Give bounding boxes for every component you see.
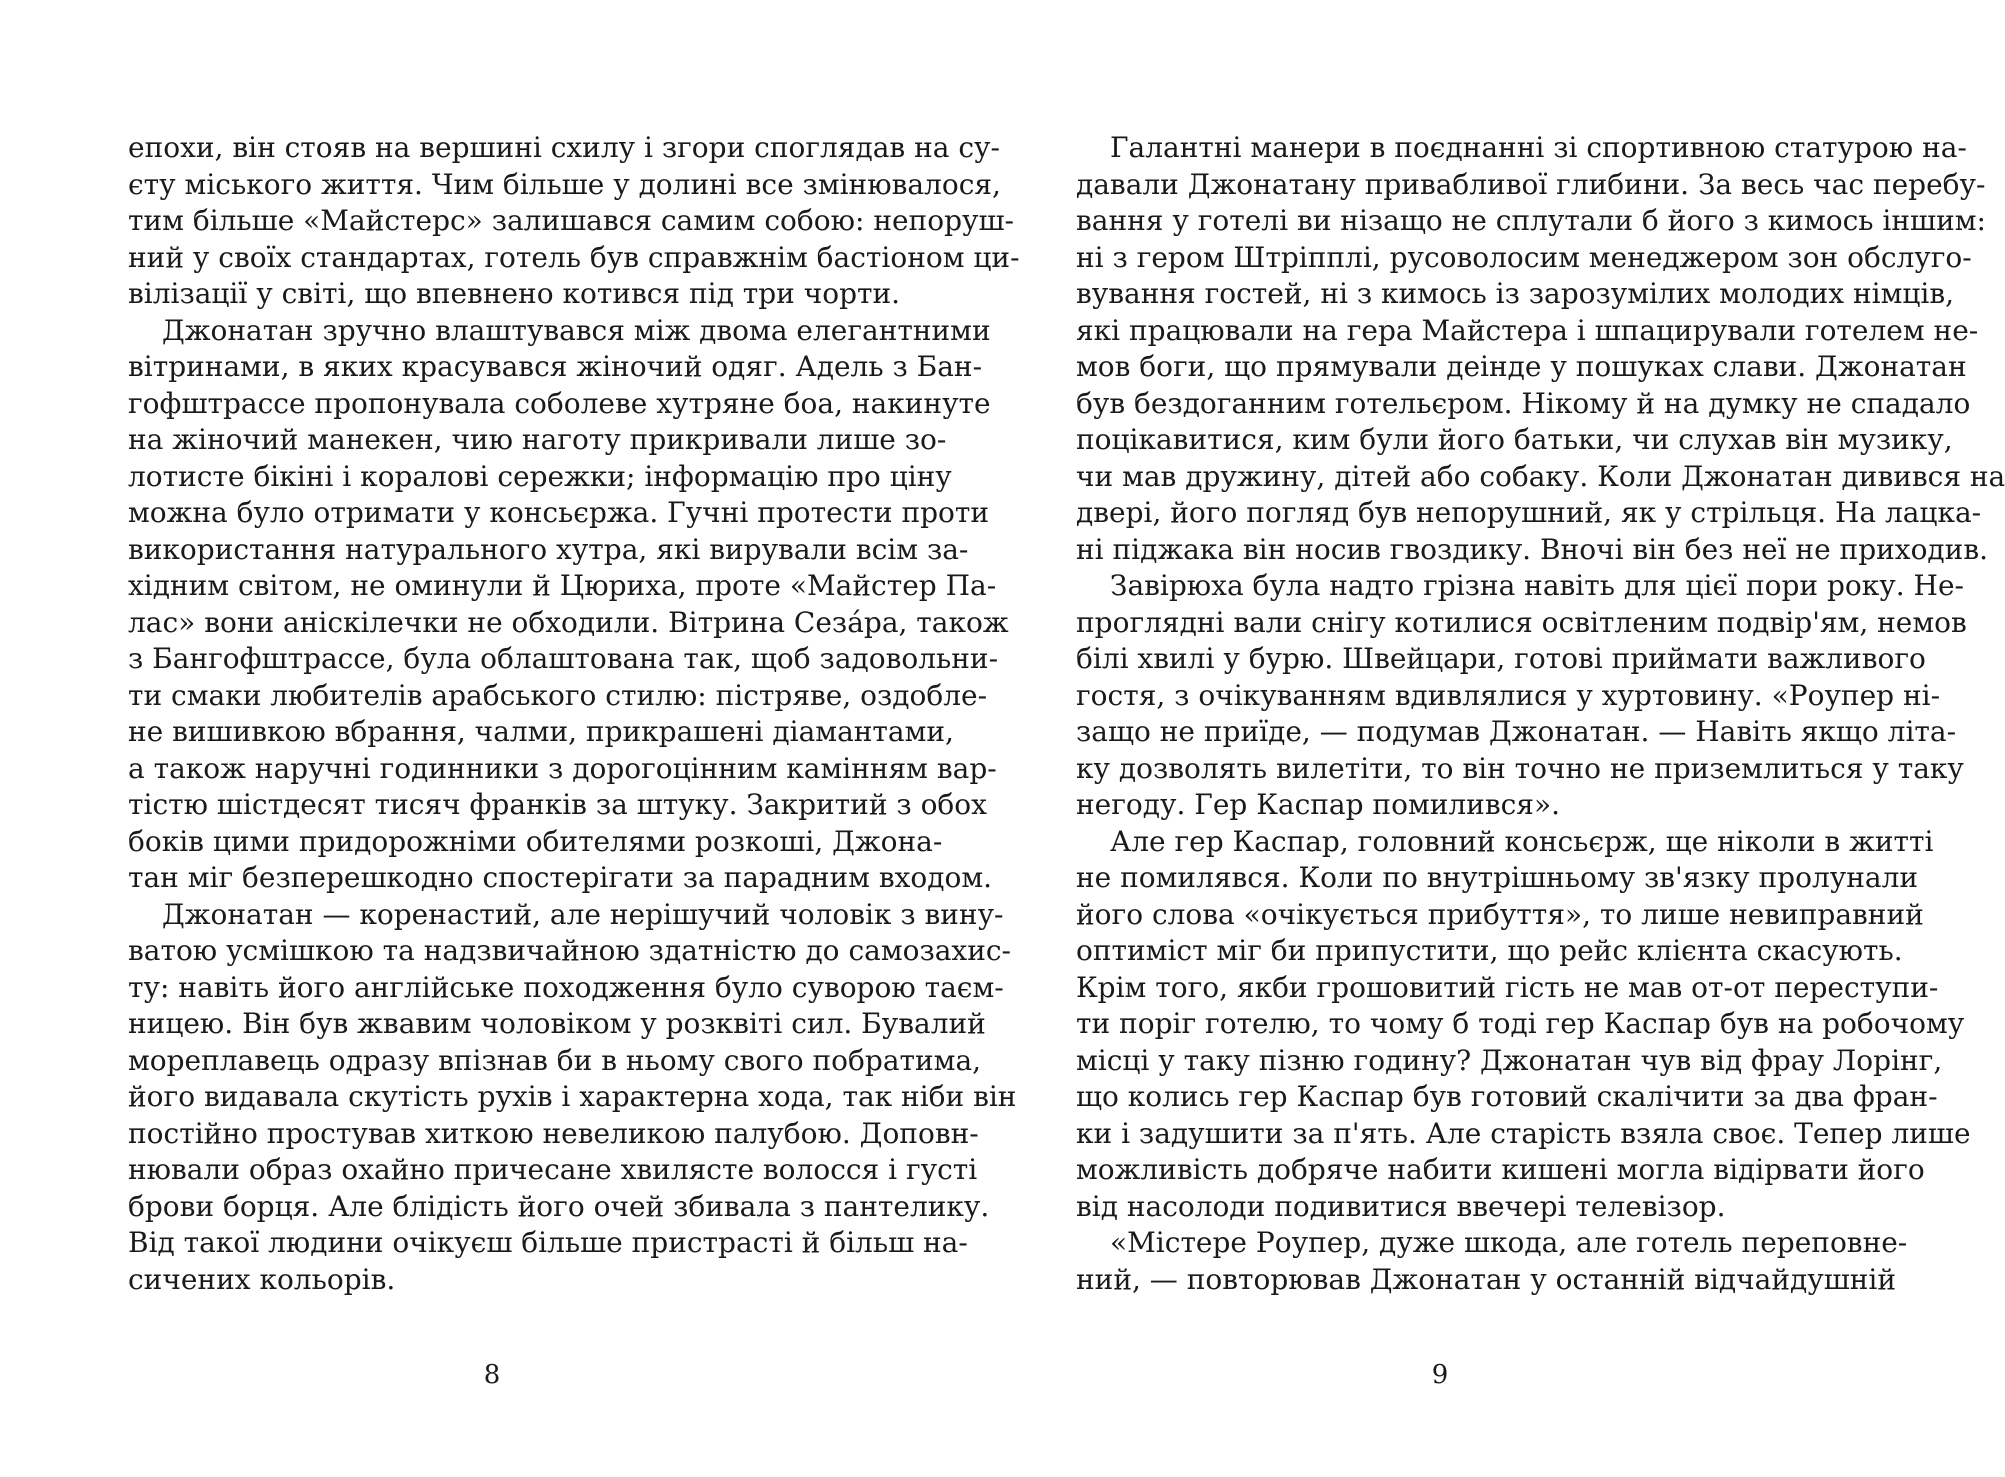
text-line: ницею. Він був жвавим чоловіком у розквіті сил. Бувалий bbox=[128, 1007, 986, 1040]
text-line: тістю шістдесят тисяч франків за штуку. Закритий з обох bbox=[128, 788, 987, 821]
text-line: боків цими придорожніми обителями розкоші, Джона- bbox=[128, 824, 943, 858]
text-line: оптиміст міг би припустити, що рейс клієнта скасують. bbox=[1076, 934, 1903, 967]
text-line: проглядні вали снігу котилися освітленим подвір'ям, немов bbox=[1076, 605, 1967, 639]
text-line: не помилявся. Коли по внутрішньому зв'язку пролунали bbox=[1076, 861, 1919, 894]
text-line: ки і задушити за п'ять. Але старість взяла своє. Тепер лише bbox=[1076, 1116, 1971, 1150]
text-line: гофштрассе пропонувала соболеве хутряне боа, накинуте bbox=[128, 386, 991, 420]
text-line: ватою усмішкою та надзвичайною здатністю до самозахис- bbox=[128, 934, 1012, 967]
text-line: давали Джонатану привабливої глибини. За весь час перебу- bbox=[1076, 167, 1986, 201]
text-line: єту міського життя. Чим більше у долині все змінювалося, bbox=[128, 167, 1001, 201]
text-line: ти поріг готелю, то чому б тоді гер Каспар був на робочому bbox=[1076, 1007, 1965, 1040]
text-line: вання у готелі ви нізащо не сплутали б його з кимось іншим: bbox=[1076, 204, 1986, 237]
text-line: тан міг безперешкодно спостерігати за парадним входом. bbox=[128, 861, 993, 894]
text-line: епохи, він стояв на вершині схилу і згори споглядав на су- bbox=[128, 131, 1000, 164]
text-line: Джонатан зручно влаштувався між двома елегантними bbox=[162, 313, 991, 347]
text-line: ку дозволять вилетіти, то він точно не приземлиться у таку bbox=[1076, 751, 1964, 785]
text-line: можливість добряче набити кишені могла відірвати його bbox=[1076, 1153, 1925, 1186]
text-line: «Містере Роупер, дуже шкода, але готель переповне- bbox=[1110, 1226, 1908, 1259]
text-line: сичених кольорів. bbox=[128, 1262, 396, 1296]
text-line: Від такої людини очікуєш більше пристрасті й більш на- bbox=[128, 1226, 968, 1259]
text-line: нювали образ охайно причесане хвилясте волосся і густі bbox=[128, 1153, 978, 1186]
text-line: вування гостей, ні з кимось із зарозумілих молодих німців, bbox=[1076, 277, 1955, 310]
text-line: на жіночий манекен, чию наготу прикривали лише зо- bbox=[128, 423, 947, 456]
text-line: не вишивкою вбрання, чалми, прикрашені діамантами, bbox=[128, 715, 954, 748]
text-line: Джонатан — коренастий, але нерішучий чоловік з вину- bbox=[162, 897, 1004, 931]
text-line: Крім того, якби грошовитий гість не мав от-от переступи- bbox=[1076, 970, 1939, 1004]
text-line: негоду. Гер Каспар помилився». bbox=[1076, 788, 1560, 821]
text-line: можна було отримати у консьєржа. Гучні протести проти bbox=[128, 496, 990, 529]
text-line: його видавала скутість рухів і характерна хода, так ніби він bbox=[128, 1080, 1017, 1113]
text-line: ний, — повторював Джонатан у останній відчайдушній bbox=[1076, 1262, 1897, 1296]
text-line: вілізації у світі, що впевнено котився під три чорти. bbox=[128, 277, 901, 310]
text-line: від насолоди подивитися ввечері телевізор. bbox=[1076, 1189, 1726, 1223]
text-line: ний у своїх стандартах, готель був справжнім бастіоном ци- bbox=[128, 240, 1020, 274]
text-line: лас» вони аніскілечки не обходили. Вітрина Сезáра, також bbox=[128, 605, 1009, 639]
text-line: Галантні манери в поєднанні зі спортивною статурою на- bbox=[1110, 131, 1967, 164]
text-line: Але гер Каспар, головний консьєрж, ще ніколи в житті bbox=[1110, 824, 1934, 858]
text-line: Завірюха була надто грізна навіть для цієї пори року. Не- bbox=[1110, 569, 1964, 602]
text-line: місці у таку пізню годину? Джонатан чув від фрау Лорінг, bbox=[1076, 1043, 1943, 1077]
text-line: білі хвилі у бурю. Швейцари, готові приймати важливого bbox=[1076, 642, 1926, 675]
text-line: ні з гером Штріпплі, русоволосим менеджером зон обслуго- bbox=[1076, 240, 1972, 274]
text-line: гостя, з очікуванням вдивлялися у хуртовину. «Роупер ні- bbox=[1076, 678, 1941, 712]
text-line: брови борця. Але блідість його очей збивала з пантелику. bbox=[128, 1189, 990, 1223]
text-line: защо не приїде, — подумав Джонатан. — Навіть якщо літа- bbox=[1076, 715, 1957, 748]
text-line: тим більше «Майстерс» залишався самим собою: непоруш- bbox=[128, 204, 1014, 237]
text-line: що колись гер Каспар був готовий скалічити за два фран- bbox=[1076, 1080, 1938, 1113]
text-line: ні піджака він носив гвоздику. Вночі він без неї не приходив. bbox=[1076, 532, 1988, 566]
text-line: хідним світом, не оминули й Цюриха, проте «Майстер Па- bbox=[128, 569, 997, 602]
text-line: двері, його погляд був непорушний, як у стрільця. На лацка- bbox=[1076, 496, 1982, 529]
text-line: лотисте бікіні і коралові сережки; інформацію про ціну bbox=[128, 459, 952, 493]
text-line: постійно простував хиткою невеликою палубою. Доповн- bbox=[128, 1116, 979, 1150]
right-page-number: 9 bbox=[1431, 1360, 1449, 1390]
text-line: чи мав дружину, дітей або собаку. Коли Джонатан дивився на bbox=[1076, 459, 2005, 493]
text-line: використання натурального хутра, які вирували всім за- bbox=[128, 532, 969, 566]
text-line: його слова «очікується прибуття», то лише невиправний bbox=[1076, 897, 1924, 931]
text-line: з Бангофштрассе, була облаштована так, щоб задовольни- bbox=[128, 642, 999, 675]
text-line: мов боги, що прямували деінде у пошуках слави. Джонатан bbox=[1076, 350, 1967, 383]
text-line: був бездоганним готельєром. Нікому й на думку не спадало bbox=[1076, 386, 1971, 420]
text-line: які працювали на гера Майстера і шпацирували готелем не- bbox=[1076, 313, 1979, 347]
text-line: вітринами, в яких красувався жіночий одяг. Адель з Бан- bbox=[128, 350, 983, 383]
left-page-number: 8 bbox=[483, 1360, 501, 1390]
right-page-text bbox=[1076, 130, 2005, 1298]
text-line: ту: навіть його англійське походження було суворою таєм- bbox=[128, 970, 1004, 1004]
text-line: а також наручні годинники з дорогоцінним камінням вар- bbox=[128, 751, 997, 785]
text-line: поцікавитися, ким були його батьки, чи слухав він музику, bbox=[1076, 423, 1953, 456]
left-page-text bbox=[128, 130, 1020, 1298]
text-line: ти смаки любителів арабського стилю: пістряве, оздобле- bbox=[128, 678, 988, 712]
text-line: мореплавець одразу впізнав би в ньому свого побратима, bbox=[128, 1043, 982, 1077]
